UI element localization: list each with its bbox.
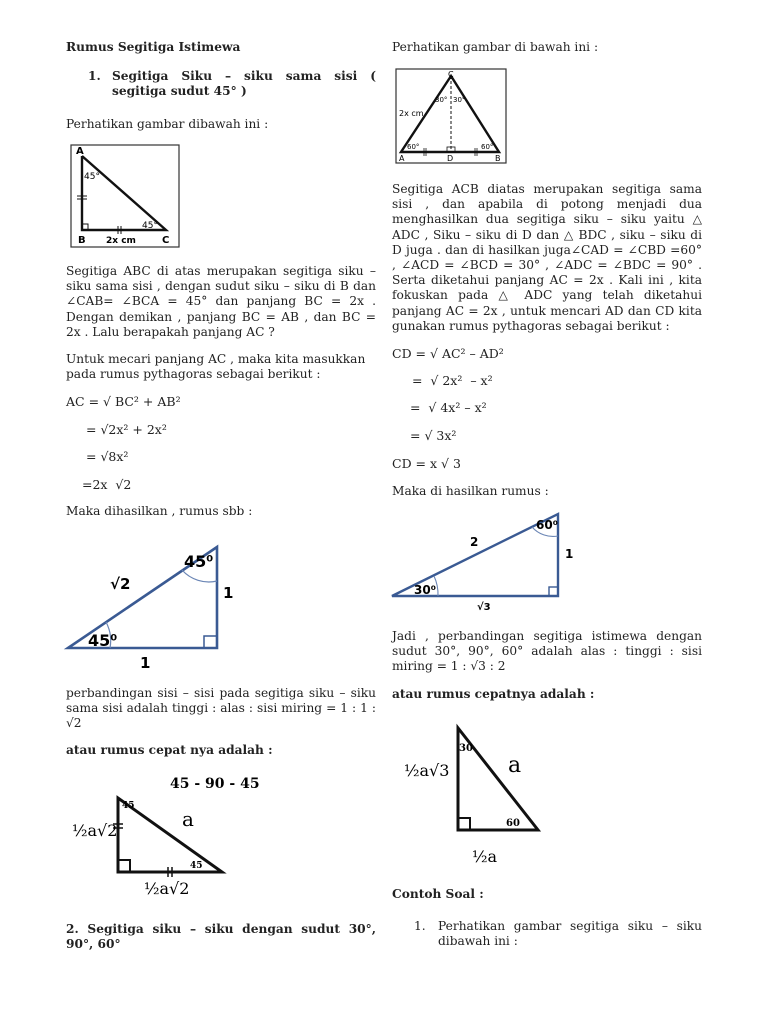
quick-formula-45-figure: [70, 772, 270, 902]
ratio-45-figure: [60, 536, 260, 672]
base-label: 1: [140, 654, 151, 672]
side-label: 2x cm: [399, 109, 424, 118]
equation-line-4: =2x √2: [82, 477, 132, 492]
base-label: √3: [477, 602, 491, 613]
right-angle-marker: [204, 636, 217, 648]
side-label: 1: [223, 584, 234, 602]
equation-line-3: = √8x²: [86, 449, 129, 464]
angle-label-top: 30: [459, 743, 473, 754]
equation-line-2: = √ 2x² – x²: [412, 373, 493, 388]
base-label: 2x cm: [106, 236, 136, 246]
figure-title: 45 - 90 - 45: [170, 776, 260, 792]
paragraph-pythagoras: Untuk mecari panjang AC , maka kita masukkan pada rumus pythagoras sebagai berikut :: [66, 352, 366, 382]
triangle-outline: [82, 156, 166, 230]
hypotenuse-label: 2: [470, 535, 479, 549]
vertex-label-c: C: [162, 235, 170, 246]
equation-line-1: CD = √ AC² – AD²: [392, 346, 504, 361]
section-heading-2: 2. Segitiga siku – siku dengan sudut 30°, 90°, 60°: [66, 922, 376, 952]
angle-label-top: 45: [122, 801, 135, 811]
example-text: Perhatikan gambar segitiga siku – siku dibawah ini :: [438, 919, 702, 949]
angle-label-right: 45: [190, 861, 203, 871]
base-label: ½a: [472, 847, 498, 866]
side-label: 1: [565, 547, 574, 561]
triangle-abc-figure: [70, 144, 180, 248]
angle-label-right: 60: [506, 818, 520, 829]
ratio-30-60-figure: [388, 508, 588, 614]
side-label: ½a√3: [404, 761, 450, 780]
paragraph-rumus-30: Maka di hasilkan rumus :: [392, 484, 549, 498]
right-angle-marker: [458, 818, 470, 830]
angle-arc-top: [182, 570, 217, 582]
vertex-label-c: C: [448, 70, 454, 79]
hypotenuse-label: √2: [110, 575, 131, 593]
paragraph-triangle-abc: Segitiga ABC di atas merupakan segitiga siku – siku sama sisi , dengan sudut siku – siku di B dan ∠CAB= ∠BCA = 45° dan panjang BC = 2x . Dengan demikan , panjang BC = AB , dan BC = 2x . Lalu berapakah panjang AC ?: [66, 264, 376, 339]
right-angle-marker: [549, 587, 558, 596]
equation-line-2: = √2x² + 2x²: [86, 422, 167, 437]
paragraph-equilateral: Segitiga ACB diatas merupakan segitiga sama sisi , dan apabila di potong menjadi dua menghasilkan dua segitiga siku – siku yaitu △ ADC , Siku – siku di D dan △ BDC , siku – siku di D juga . dan di hasilkan juga∠CAD = ∠CBD =60° , ∠ACD = ∠BCD = 30° , ∠ADC = ∠BDC = 90° . Serta diketahui panjang AC = 2x . Kali ini , kita fokuskan pada △ ADC yang telah diketahui panjang AC = 2x , untuk mencari AD dan CD kita gunakan rumus pythagoras sebagai berikut :: [392, 182, 702, 333]
vertex-label-b: B: [78, 235, 86, 246]
list-number: 1.: [414, 919, 426, 933]
paragraph-intro-fig1: Perhatikan gambar dibawah ini :: [66, 117, 269, 131]
angle-label-c2: 30°: [453, 96, 466, 104]
vertex-label-a: A: [76, 146, 84, 157]
page-title: Rumus Segitiga Istimewa: [66, 40, 241, 54]
angle-label-c1: 30°: [435, 96, 448, 104]
equation-line-1: AC = √ BC² + AB²: [66, 394, 181, 409]
quick-formula-30-figure: [400, 720, 580, 870]
side-label: ½a√2: [72, 821, 118, 840]
right-angle-marker: [118, 860, 130, 872]
paragraph-ratio-45: perbandingan sisi – sisi pada segitiga siku – siku sama sisi adalah tinggi : alas : sisi miring = 1 : 1 : √2: [66, 686, 376, 731]
heading-contoh-soal: Contoh Soal :: [392, 887, 484, 901]
angle-label-left: 30⁰: [414, 583, 436, 597]
vertex-label-b: B: [495, 154, 501, 163]
equation-line-4: = √ 3x²: [410, 428, 457, 443]
angle-label-top: 60⁰: [536, 518, 558, 532]
base-label: ½a√2: [144, 879, 190, 898]
angle-label-right: 60°: [481, 143, 494, 151]
vertex-label-a: A: [399, 154, 405, 163]
heading-quick-formula-30: atau rumus cepatnya adalah :: [392, 687, 595, 701]
hypotenuse-label: a: [508, 753, 522, 778]
vertex-label-d: D: [447, 154, 454, 163]
angle-label-left: 60°: [407, 143, 420, 151]
paragraph-ratio-30: Jadi , perbandingan segitiga istimewa dengan sudut 30°, 90°, 60° adalah alas : tinggi : sisi miring = 1 : √3 : 2: [392, 629, 702, 674]
paragraph-intro-fig-equilateral: Perhatikan gambar di bawah ini :: [392, 40, 599, 54]
equation-line-5: CD = x √ 3: [392, 456, 461, 471]
section-heading-1: Segitiga Siku – siku sama sisi ( segitiga sudut 45° ): [112, 69, 376, 99]
angle-label-c: 45°: [142, 221, 158, 231]
angle-label-a: 45°: [84, 172, 100, 182]
angle-label-top: 45⁰: [184, 552, 214, 571]
heading-quick-formula-45: atau rumus cepat nya adalah :: [66, 743, 273, 757]
paragraph-rumus: Maka dihasilkan , rumus sbb :: [66, 504, 253, 518]
angle-label-left: 45⁰: [88, 631, 118, 650]
equilateral-triangle-figure: [395, 68, 507, 164]
hypotenuse-label: a: [182, 807, 194, 831]
equation-line-3: = √ 4x² – x²: [410, 400, 487, 415]
list-number: 1.: [88, 69, 101, 83]
